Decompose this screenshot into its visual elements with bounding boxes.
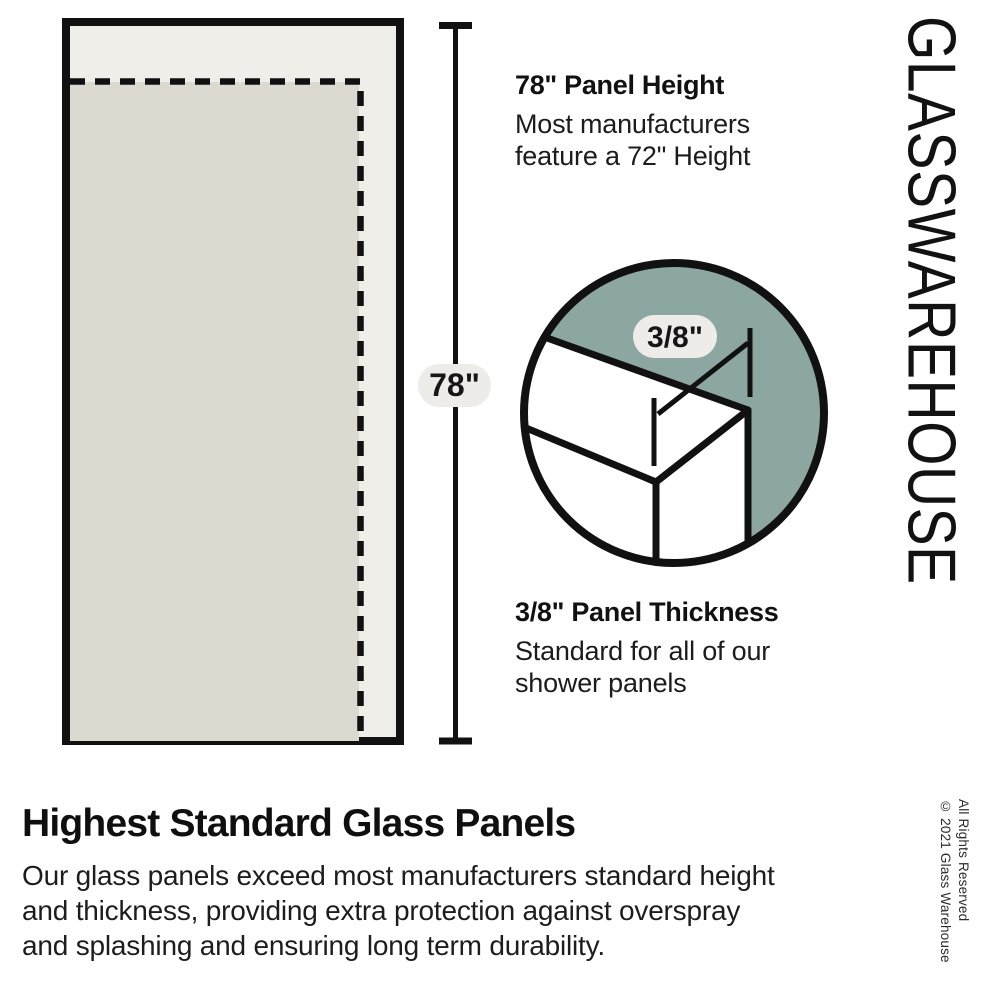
thickness-callout-line2: shower panels [515, 668, 687, 698]
panel-standard-region [70, 82, 359, 741]
footer-description-line1: Our glass panels exceed most manufacturers standard height [22, 860, 775, 891]
thickness-callout-title: 3/8" Panel Thickness [515, 597, 779, 627]
height-callout-line2: feature a 72" Height [515, 141, 751, 171]
brand-vertical-logo: GLASSWAREHOUSE [893, 16, 969, 585]
height-callout-title: 78" Panel Height [515, 70, 725, 100]
thickness-callout-line1: Standard for all of our [515, 636, 771, 666]
thickness-badge-label: 3/8" [647, 321, 703, 354]
footer-description [22, 858, 775, 963]
footer-description-line2: and thickness, providing extra protection against overspray [22, 895, 741, 926]
height-badge-label: 78" [429, 367, 480, 403]
height-callout-line1: Most manufacturers [515, 109, 750, 139]
height-callout [515, 70, 845, 172]
copyright-line2: All Rights Reserved [956, 799, 971, 922]
height-callout-body [515, 108, 845, 172]
copyright-line1: © 2021 Glass Warehouse [938, 799, 953, 963]
thickness-circle-diagram [514, 253, 834, 573]
copyright-text [938, 799, 971, 963]
page-title: Highest Standard Glass Panels [22, 802, 576, 845]
footer-description-line3: and splashing and ensuring long term durability. [22, 930, 605, 961]
glass-panel-figure [0, 0, 500, 770]
thickness-callout [515, 597, 845, 699]
thickness-callout-body [515, 635, 845, 699]
